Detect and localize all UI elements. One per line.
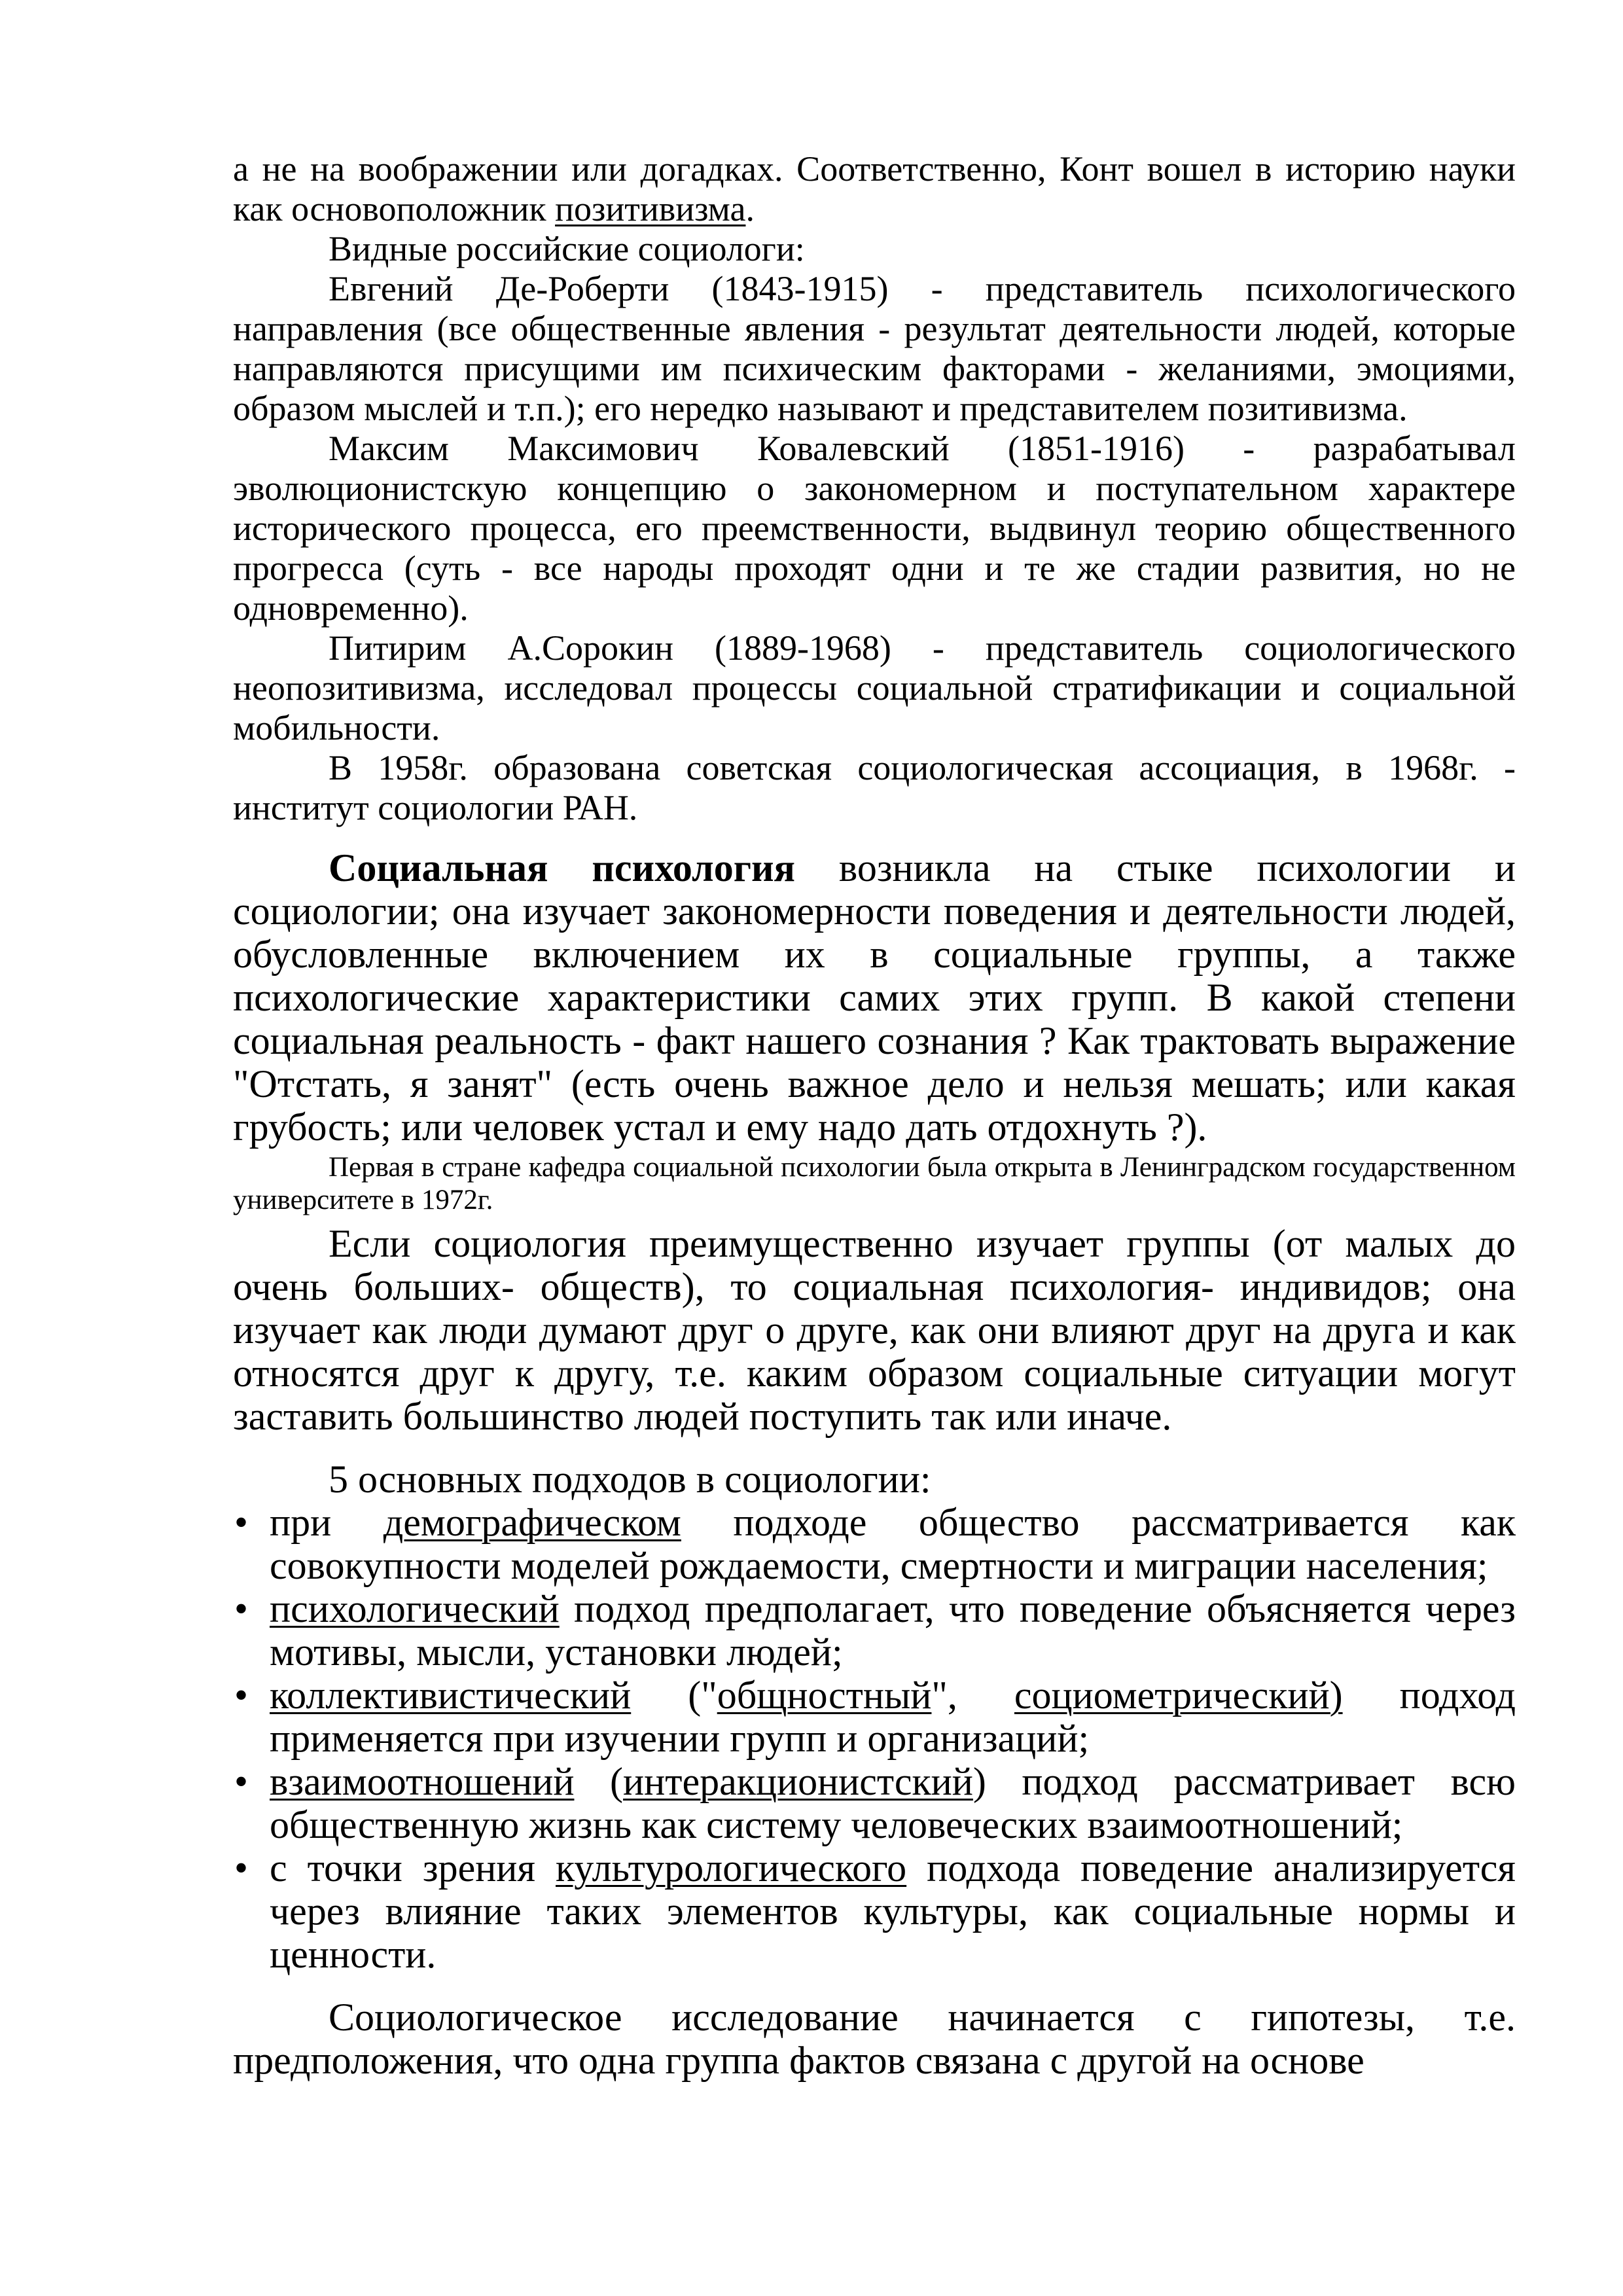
paragraph-social-psychology: Социальная психология возникла на стыке психологии и социологии; она изучает закономерности поведения и деятельности людей, обусловленные включением их в социальные группы, а также психологические характеристики самих этих групп. В какой степени социальная реальность - факт нашего сознания ? Как трактовать выражение "Отстать, я занят" (есть очень важное дело и нельзя мешать; или какая грубость; или человек устал и ему надо дать отдохнуть ?).: [233, 846, 1516, 1149]
approaches-list: [233, 1501, 1516, 1976]
section-social-psychology: [233, 846, 1516, 1149]
list-item: • взаимоотношений (интеракционистский) подход рассматривает всю общественную жизнь как систему человеческих взаимоотношений;: [233, 1760, 1516, 1846]
list-item: • с точки зрения культурологического подхода поведение анализируется через влияние таких элементов культуры, как социальные нормы и ценности.: [233, 1846, 1516, 1976]
section-sociologists: [233, 149, 1516, 828]
paragraph-de-roberti: Евгений Де-Роберти (1843-1915) - представитель психологического направления (все общественные явления - результат деятельности людей, которые направляются присущими им психическим факторами - желаниями, эмоциями, образом мыслей и т.п.); его нередко называют и представителем позитивизма.: [233, 269, 1516, 428]
document-page: [233, 149, 1516, 2082]
list-item: • психологический подход предполагает, что поведение объясняется через мотивы, мысли, установки людей;: [233, 1587, 1516, 1674]
paragraph-kovalevsky: Максим Максимович Ковалевский (1851-1916) - разрабатывал эволюционистскую концепцию о закономерном и поступательном характере исторического процесса, его преемственности, выдвинул теорию общественного прогресса (суть - все народы проходят одни и те же стадии развития, но не одновременно).: [233, 429, 1516, 628]
term-positivism: позитивизма: [555, 189, 746, 228]
paragraph-sorokin: Питирим А.Сорокин (1889-1968) - представитель социологического неопозитивизма, исследовал процессы социальной стратификации и социальной мобильности.: [233, 628, 1516, 747]
list-item: • при демографическом подходе общество рассматривается как совокупности моделей рождаемости, смертности и миграции населения;: [233, 1501, 1516, 1587]
heading-russian-sociologists: Видные российские социологи:: [329, 229, 805, 268]
paragraph-sociology-vs-psychology: Если социология преимущественно изучает группы (от малых до очень больших- обществ), то социальная психология- индивидов; она изучает как люди думают друг о друге, как они влияют друг на друга и как относятся друг к другу, т.е. каким образом социальные ситуации могут заставить большинство людей поступить так или иначе.: [233, 1222, 1516, 1438]
paragraph-positivism: а не на воображении или догадках. Соответственно, Конт вошел в историю науки как основоположник позитивизма.: [233, 149, 1516, 228]
list-item: • коллективистический ("общностный", социометрический) подход применяется при изучении групп и организаций;: [233, 1674, 1516, 1760]
term-social-psychology: Социальная психология: [329, 846, 795, 889]
heading-five-approaches: 5 основных подходов в социологии:: [329, 1458, 931, 1501]
note-first-department: Первая в стране кафедра социальной психологии была открыта в Ленинградском государственном университете в 1972г.: [233, 1152, 1516, 1215]
paragraph-research-hypothesis: Социологическое исследование начинается с гипотезы, т.е. предположения, что одна группа фактов связана с другой на основе: [233, 1996, 1516, 2082]
paragraph-association: В 1958г. образована советская социологическая ассоциация, в 1968г. - институт социологии РАН.: [233, 748, 1516, 827]
